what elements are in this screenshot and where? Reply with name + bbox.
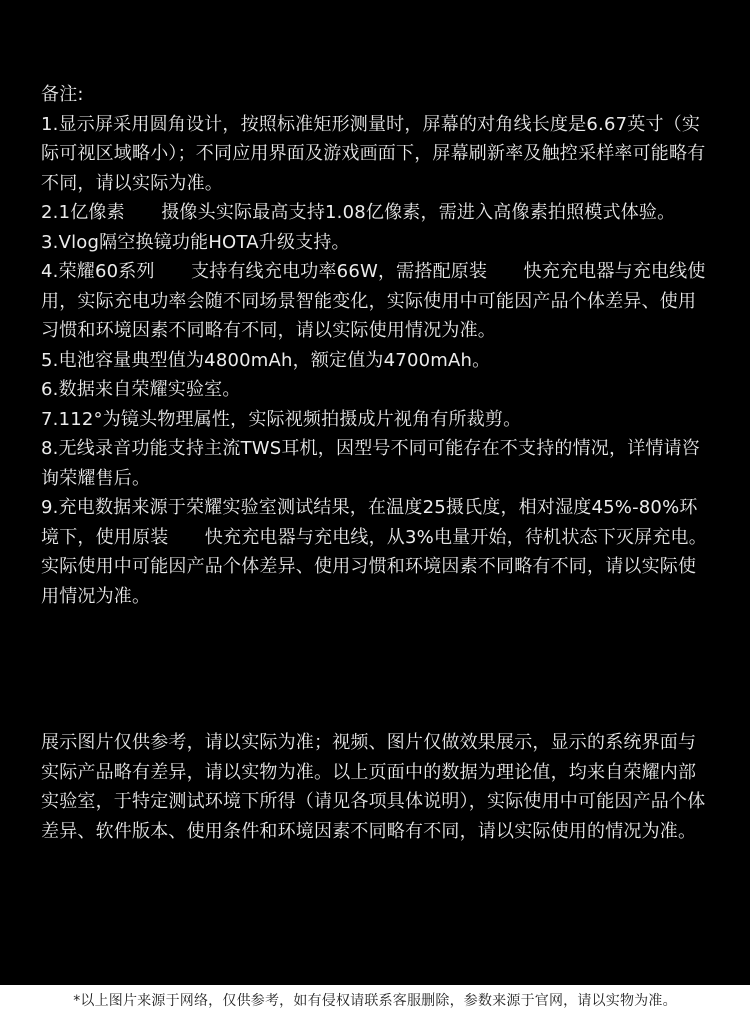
- footer-notice: *以上图片来源于网络，仅供参考，如有侵权请联系客服删除，参数来源于官网，请以实物为准。: [0, 985, 750, 1017]
- note-item-9: 9.充电数据来源于荣耀实验室测试结果，在温度25摄氏度，相对湿度45%-80%环境下，使用原装 快充充电器与充电线，从3%电量开始，待机状态下灭屏充电。实际使用中可能因产品个体差异、使用习惯和环境因素不同略有不同，请以实际使用情况为准。: [41, 497, 707, 607]
- note-item-4: 4.荣耀60系列 支持有线充电功率66W，需搭配原装 快充充电器与充电线使用，实际充电功率会随不同场景智能变化，实际使用中可能因产品个体差异、使用习惯和环境因素不同略有不同，请以实际使用情况为准。: [41, 261, 706, 341]
- note-item-1: 1.显示屏采用圆角设计，按照标准矩形测量时，屏幕的对角线长度是6.67英寸（实际可视区域略小）；不同应用界面及游戏画面下，屏幕刷新率及触控采样率可能略有不同，请以实际为准。: [41, 113, 706, 194]
- disclaimer-paragraph: 展示图片仅供参考，请以实际为准；视频、图片仅做效果展示，显示的系统界面与实际产品略有差异，请以实物为准。以上页面中的数据为理论值，均来自荣耀内部实验室，于特定测试环境下所得（请见各项具体说明），实际使用中可能因产品个体差异、软件版本、使用条件和环境因素不同略有不同，请以实际使用的情况为准。: [41, 732, 706, 842]
- note-item-5: 5.电池容量典型值为4800mAh，额定值为4700mAh。: [41, 349, 491, 371]
- note-item-7: 7.112°为镜头物理属性，实际视频拍摄成片视角有所裁剪。: [41, 408, 522, 430]
- note-item-3: 3.Vlog隔空换镜功能HOTA升级支持。: [41, 231, 350, 253]
- note-item-6: 6.数据来自荣耀实验室。: [41, 379, 241, 400]
- notes-heading: 备注:: [41, 84, 84, 105]
- note-item-2: 2.1亿像素 摄像头实际最高支持1.08亿像素，需进入高像素拍照模式体验。: [41, 202, 676, 223]
- notes-section: [41, 80, 713, 611]
- note-item-8: 8.无线录音功能支持主流TWS耳机，因型号不同可能存在不支持的情况，详情请咨询荣耀售后。: [41, 438, 700, 489]
